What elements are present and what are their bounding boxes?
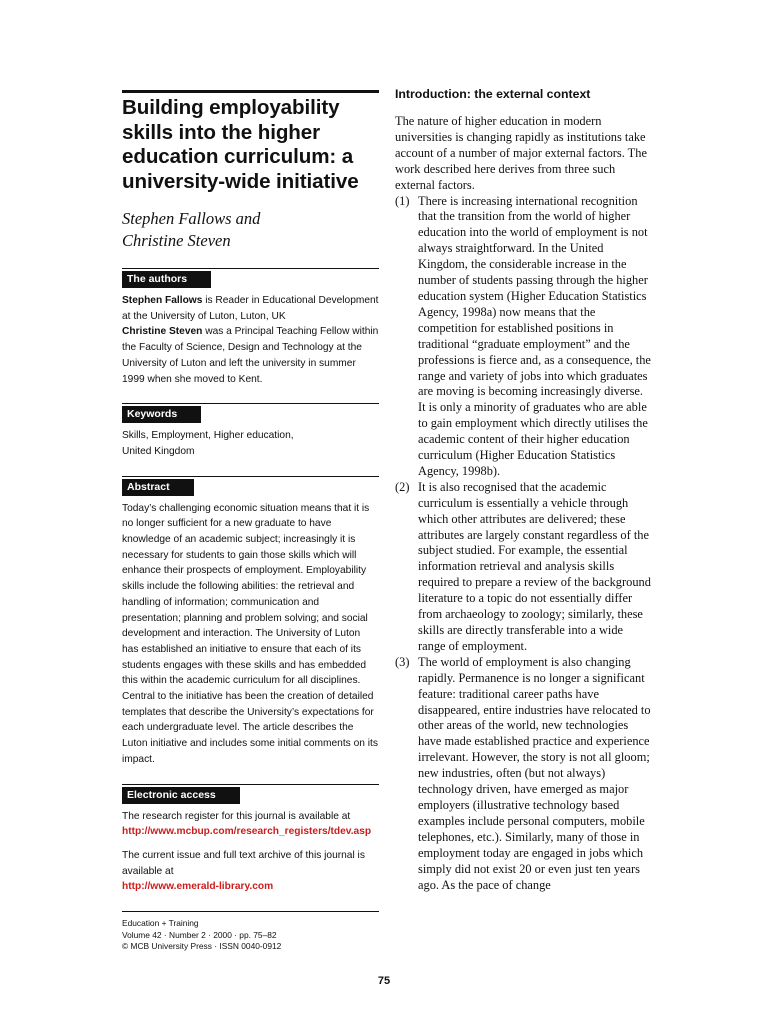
list-item [395, 655, 653, 894]
keywords-section [122, 403, 379, 459]
access-text [122, 848, 379, 895]
citation-line: Education + Training [122, 918, 199, 929]
author-affiliation: was a Principal Teaching Fellow within the Faculty of Science, Design and Technology at the University of Luton and left the university in summer 1999 when she moved to Kent. [122, 326, 379, 385]
journal-citation [122, 918, 379, 953]
citation-line: © MCB University Press · ISSN 0040-0912 [122, 941, 282, 952]
list-number: (3) [395, 654, 410, 669]
author-line: Stephen Fallows and [122, 209, 261, 228]
access-description: The current issue and full text archive of this journal is available at [122, 849, 365, 877]
keywords-text: Skills, Employment, Higher education, United Kingdom [122, 430, 294, 457]
authors-text [122, 293, 379, 387]
abstract-text: Today’s challenging economic situation means that it is no longer sufficient for a new graduate to have knowledge of an academic subject; increasingly it is necessary for students to gain those skills which will enhance their prospects of employment. Employability skills include the following abilities: the retrieval and handling of information; communication and presentation; planning and problem solving; and social development and interaction. The University of Luton has established an initiative to ensure that each of its students engages with these skills and has embedded this within the academic curriculum for all disciplines. Central to the initiative has been the creation of detailed templates that describe the University’s expectations for each undergraduate level. The article describes the Luton initiative and includes some initial comments on its impact. [122, 502, 378, 765]
intro-paragraph: The nature of higher education in modern universities is changing rapidly as institutions take account of a number of major external factors. The work described here derives from three such external factors. [395, 114, 647, 192]
section-rule [122, 784, 379, 785]
access-description: The research register for this journal is available at [122, 810, 351, 822]
list-number: (2) [395, 479, 410, 494]
body-text [395, 114, 653, 893]
list-text: The world of employment is also changing rapidly. Permanence is no longer a significant feature: traditional career paths have disappeared, entire industries have relocated to other areas of the world, new technologies have made established practice and experience irrelevant. However, the story is not all gloom; new industries, often (but not always) technology driven, have emerged as major employers (illustrative technology based examples include personal computers, mobile telephones, etc.). Similarly, many of those in employment today are engaged in jobs which simply did not exist 20 or even just ten years ago. As the pace of change [418, 654, 651, 892]
footer-rule [122, 911, 379, 912]
author-name: Stephen Fallows [122, 295, 203, 306]
section-heading: The authors [122, 271, 211, 288]
research-register-link[interactable]: http://www.mcbup.com/research_registers/tdev.asp [122, 826, 372, 838]
author-byline [122, 208, 379, 252]
section-rule [122, 268, 379, 269]
section-heading: Keywords [122, 406, 201, 423]
article-title: Building employability skills into the higher education curriculum: a university-wide initiative [122, 96, 359, 193]
section-heading: Abstract [122, 479, 194, 496]
list-text: There is increasing international recognition that the transition from the world of higher education into the world of employment is not always straightforward. In the United Kingdom, the considerable increase in the number of students passing through the higher education system (Higher Education Statistics Agency, 1998a) now means that the competition for established positions in traditional “graduate employment” and the professions is fierce and, as a consequence, the range and variety of jobs into which graduates are moving is becoming increasingly diverse. It is only a minority of graduates who are able to gain employment which directly utilises the academic content of their higher education curriculum (Higher Education Statistics Agency, 1998b). [418, 193, 651, 478]
author-line: Christine Steven [122, 231, 231, 250]
author-affiliation: is Reader in Educational Development at the University of Luton, Luton, UK [122, 295, 379, 322]
section-rule [122, 403, 379, 404]
authors-section [122, 268, 379, 387]
abstract-section [122, 476, 379, 768]
list-item [395, 480, 653, 655]
electronic-access-section [122, 784, 379, 896]
page-number: 75 [377, 975, 391, 987]
author-name: Christine Steven [122, 326, 203, 338]
list-item [395, 194, 653, 480]
left-column [122, 90, 379, 953]
right-column [395, 86, 653, 893]
list-number: (1) [395, 193, 410, 208]
section-heading: Introduction: the external context [395, 87, 591, 101]
section-heading: Electronic access [122, 787, 240, 804]
citation-line: Volume 42 · Number 2 · 2000 · pp. 75–82 [122, 929, 277, 940]
list-text: It is also recognised that the academic curriculum is essentially a vehicle through which other attributes are delivered; these attributes are largely constant regardless of the subject studied. For example, the essential information retrieval and analysis skills required to prepare a review of the background literature to a topic do not essentially differ from archaeology to zoology; similarly, these skills are directly transferable into a wide range of employment. [418, 479, 651, 653]
title-rule [122, 90, 379, 93]
archive-link[interactable]: http://www.emerald-library.com [122, 881, 274, 893]
section-rule [122, 476, 379, 477]
access-text [122, 809, 379, 840]
